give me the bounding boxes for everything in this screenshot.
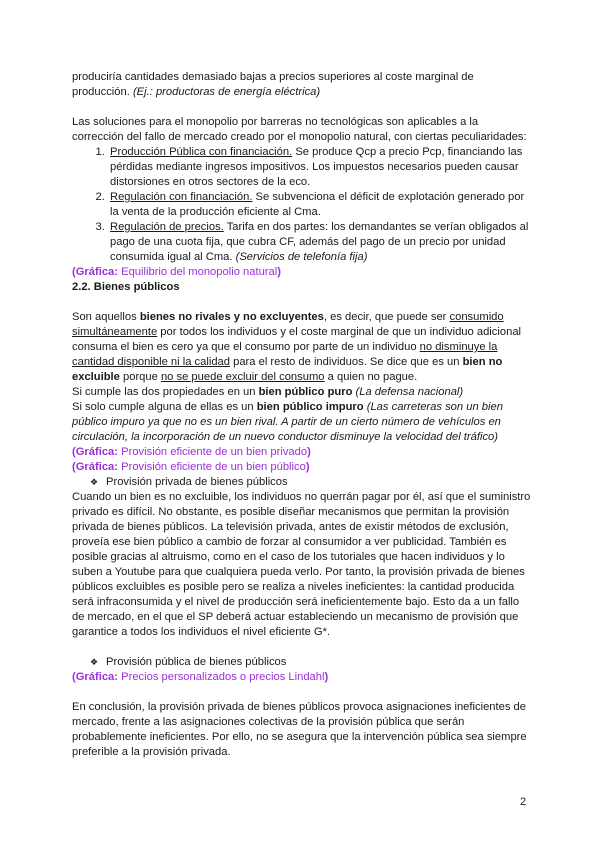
bullet-heading: ❖ Provisión privada de bienes públicos [90,476,288,488]
impure-public-good: Si solo cumple alguna de ellas es un bien público impuro (Las carreteras son un bien público impuro ya que no es un bien rival. A partir de un cierto número de vehículos en circulación, la incorporación de un nuevo conductor disminuye la velocidad del tráfico) [72,401,503,443]
solution-text: Tarifa en dos partes: los demandantes se verían obligados al pago de una cuota fija, que cubra CF, además del pago de un precio por unidad consumida igual al Cma. [110,221,529,263]
graph-title: Precios personalizados o precios Lindahl [121,671,325,683]
graph-reference: (Gráfica: Provisión eficiente de un bien público) [72,461,310,473]
intro-text: produciría cantidades demasiado bajas a precios superiores al coste marginal de producción. [72,71,474,98]
definition-paragraph: Son aquellos bienes no rivales y no excluyentes, es decir, que puede ser consumido simultáneamente por todos los individuos y el coste marginal de que un individuo adicional consuma el bien es cero ya que el consumo por parte de un individuo no disminuye la cantidad disponible ni la calidad para el resto de individuos. Se dice que es un bien no excluible porque no se puede excluir del consumo a quien no pague. [72,311,522,383]
graph-title: Provisión eficiente de un bien privado [121,446,308,458]
section-heading: 2.2. Bienes públicos [72,281,180,293]
solution-item [108,220,532,265]
diamond-bullet-icon: ❖ [90,657,99,667]
diamond-bullet-icon: ❖ [90,477,99,487]
intro-example: (Ej.: productoras de energía eléctrica) [132,86,321,98]
solution-title: Regulación con financiación. [110,191,253,203]
pure-public-good: Si cumple las dos propiedades en un bien público puro (La defensa nacional) [72,386,464,398]
graph-title: Provisión eficiente de un bien público [121,461,306,473]
graph-reference: (Gráfica: Provisión eficiente de un bien privado) [72,446,311,458]
private-provision-paragraph: Cuando un bien es no excluible, los individuos no querrán pagar por él, así que el suministro privado es difícil. No obstante, es posible diseñar mecanismos que permitan la provisión privada de bienes públicos. La televisión privada, antes de existir métodos de exclusión, proveía ese bien público a cambio de forzar al consumidor a ver publicidad. También es posible gracias al altruismo, como en el caso de los tutoriales que hacen individuos y lo suben a Youtube para que cualquiera pueda verlo. Por tanto, la provisión privada de bienes públicos excluibles es posible pero se realiza a niveles ineficientes: la cantidad producida será infraconsumida y el nivel de producción será ineficientemente bajo. Esto da a un fallo de mercado, en el que el SP deberá actuar estableciendo un mecanismo de provisión que garantice a todos los individuos el nivel eficiente G*. [72,491,531,638]
solutions-list [72,145,532,265]
conclusion-paragraph: En conclusión, la provisión privada de bienes públicos provoca asignaciones ineficientes de mercado, frente a las asignaciones colectivas de la provisión pública que serán probablemente ineficientes. Por ello, no se asegura que la intervención pública sea siempre preferible a la provisión privada. [72,701,527,758]
solution-item [108,190,532,220]
solution-item [108,145,532,190]
graph-title: Equilibrio del monopolio natural [121,266,278,278]
solution-text: Se subvenciona el déficit de explotación generado por la venta de la producción eficiente al Cma. [110,191,525,218]
graph-reference: (Gráfica: Equilibrio del monopolio natural) [72,266,281,278]
solution-title: Regulación de precios. [110,221,224,233]
solution-text: Se produce Qcp a precio Pcp, financiando las pérdidas mediante ingresos impositivos. Los impuestos necesarios pueden causar distorsiones en otros sectores de la eco. [110,146,523,188]
page-number: 2 [520,796,527,808]
bullet-heading: ❖ Provisión pública de bienes públicos [90,656,287,668]
solution-title: Producción Pública con financiación. [110,146,293,158]
solution-example: (Servicios de telefonía fija) [235,251,368,263]
graph-reference: (Gráfica: Precios personalizados o precios Lindahl) [72,671,329,683]
solutions-intro: Las soluciones para el monopolio por barreras no tecnológicas son aplicables a la corrección del fallo de mercado creado por el monopolio natural, con ciertas peculiaridades: [72,116,527,143]
document-page [72,70,532,760]
intro-paragraph [72,70,532,100]
